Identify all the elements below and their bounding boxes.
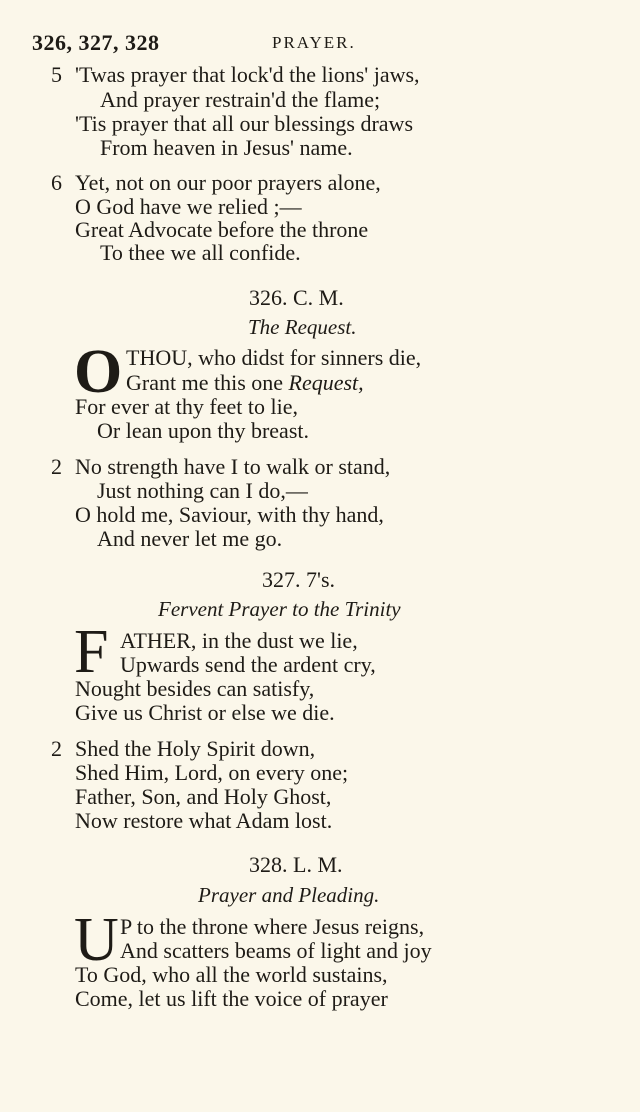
verse-line: 'Tis prayer that all our blessings draws (75, 111, 414, 136)
verse-line: 'Twas prayer that lock'd the lions' jaws, (75, 62, 420, 87)
verse-line: P to the throne where Jesus reigns, (120, 914, 425, 939)
verse-line: And scatters beams of light and joy (120, 938, 432, 963)
verse-line: To God, who all the world sustains, (75, 962, 388, 987)
verse-line: Shed the Holy Spirit down, (75, 736, 316, 761)
emphasized-word: Request, (288, 370, 364, 395)
verse-line: ATHER, in the dust we lie, (120, 628, 358, 653)
verse-line: O God have we relied ;— (75, 194, 302, 219)
verse-line: Nought besides can satisfy, (75, 676, 315, 701)
verse-line: And never let me go. (97, 526, 283, 551)
page-header (32, 30, 362, 60)
hymn-number-meter: 326. C. M. (249, 285, 344, 310)
verse-number: 2 (51, 454, 62, 479)
verse-line: To thee we all confide. (100, 240, 301, 265)
verse-line: THOU, who didst for sinners die, (126, 345, 422, 370)
verse-number: 5 (51, 62, 62, 87)
verse-line: For ever at thy feet to lie, (75, 394, 298, 419)
verse-line: And prayer restrain'd the flame; (100, 87, 381, 112)
hymn-title: Fervent Prayer to the Trinity (158, 597, 401, 621)
verse-line: From heaven in Jesus' name. (100, 135, 353, 160)
hymn-number-meter: 328. L. M. (249, 852, 343, 877)
verse-line: Give us Christ or else we die. (75, 700, 335, 725)
verse-line: No strength have I to walk or stand, (75, 454, 391, 479)
drop-capital: O (74, 338, 123, 406)
verse-line: O hold me, Saviour, with thy hand, (75, 502, 384, 527)
verse-line: Or lean upon thy breast. (97, 418, 309, 443)
verse-line: Father, Son, and Holy Ghost, (75, 784, 332, 809)
hymn-number-meter: 327. 7's. (262, 567, 336, 592)
verse-line: Just nothing can I do,— (97, 478, 308, 503)
verse-line: Shed Him, Lord, on every one; (75, 760, 349, 785)
hymn-title: Prayer and Pleading. (198, 883, 380, 907)
verse-line: Yet, not on our poor prayers alone, (75, 170, 381, 195)
verse-line: Upwards send the ardent cry, (120, 652, 376, 677)
verse-line: Now restore what Adam lost. (75, 808, 333, 833)
verse-line: Come, let us lift the voice of prayer (75, 986, 388, 1011)
verse-number: 2 (51, 736, 62, 761)
header-hymn-numbers: 326, 327, 328 (32, 30, 160, 55)
verse-line: Grant me this one Request, (126, 370, 364, 395)
drop-capital: U (74, 906, 119, 974)
header-section-title: PRAYER. (272, 33, 356, 52)
verse-number: 6 (51, 170, 62, 195)
drop-capital: F (74, 618, 109, 686)
verse-line: Great Advocate before the throne (75, 217, 369, 242)
hymn-title: The Request. (248, 315, 357, 339)
